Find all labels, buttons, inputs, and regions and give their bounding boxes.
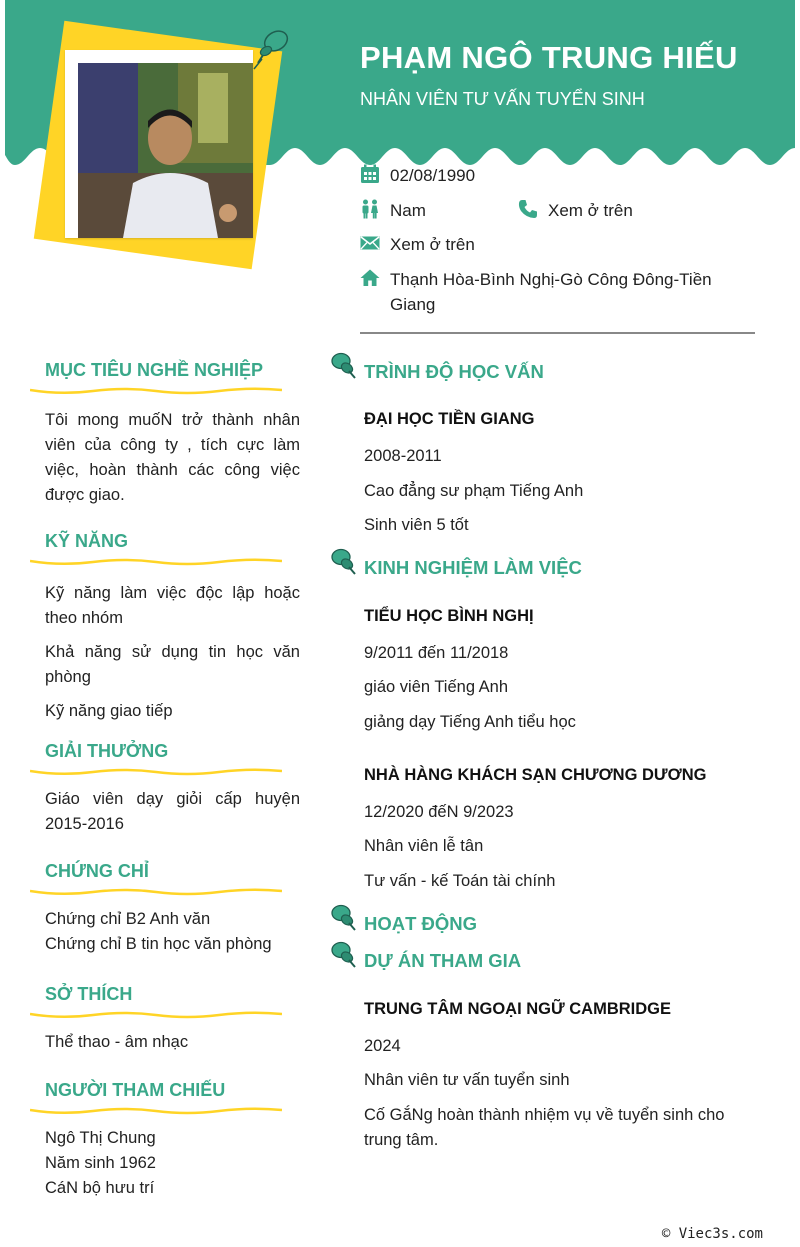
education-period: 2008-2011: [364, 447, 442, 465]
birthday-row: [360, 163, 475, 188]
email-row: [360, 232, 475, 257]
section-underline: [30, 767, 282, 777]
address-row: [360, 267, 755, 317]
email-value: Xem ở trên: [390, 235, 475, 254]
skills-section: [30, 526, 300, 724]
skills-title: KỸ NĂNG: [45, 531, 129, 551]
job-description: giảng dạy Tiếng Anh tiểu học: [364, 713, 576, 731]
job-period: 9/2011 đến 11/2018: [364, 644, 509, 662]
hobbies-text: Thể thao - âm nhạc: [45, 1033, 189, 1051]
section-underline: [30, 557, 282, 567]
section-underline: [30, 1106, 282, 1116]
education-title: TRÌNH ĐỘ HỌC VẤN: [364, 361, 544, 382]
skill-item: Kỹ năng giao tiếp: [45, 702, 173, 720]
left-column: [30, 355, 300, 1201]
calendar-icon: [360, 164, 380, 184]
email-icon: [360, 233, 380, 253]
hobbies-section: [30, 979, 300, 1055]
project-year: 2024: [364, 1037, 401, 1055]
education-note: Sinh viên 5 tốt: [364, 516, 469, 534]
header-divider: [360, 332, 755, 334]
job-place: TIỂU HỌC BÌNH NGHỊ: [364, 607, 534, 625]
objective-title: MỤC TIÊU NGHỀ NGHIỆP: [45, 360, 264, 380]
gender-icon: [360, 199, 380, 219]
activities-title: HOẠT ĐỘNG: [364, 913, 478, 934]
address-value: Thạnh Hòa-Bình Nghị-Gò Công Đông-Tiền Giang: [390, 270, 712, 314]
pushpin-icon: [330, 941, 356, 969]
phone-value: Xem ở trên: [548, 201, 633, 220]
candidate-name: PHẠM NGÔ TRUNG HIẾU: [360, 40, 738, 75]
awards-text: Giáo viên dạy giỏi cấp huyện 2015-2016: [45, 790, 300, 833]
pushpin-icon: [250, 25, 292, 73]
gender-value: Nam: [390, 201, 426, 220]
gender-row: [360, 198, 426, 223]
home-icon: [360, 268, 380, 288]
job-place: NHÀ HÀNG KHÁCH SẠN CHƯƠNG DƯƠNG: [364, 766, 707, 784]
job-period: 12/2020 đếN 9/2023: [364, 803, 514, 821]
certificate-item: Chứng chỉ B tin học văn phòng: [45, 935, 272, 953]
phone-row: [518, 198, 633, 223]
reference-birth-year: Năm sinh 1962: [45, 1154, 156, 1172]
reference-position: CáN bộ hưu trí: [45, 1179, 155, 1197]
profile-photo: [78, 63, 253, 238]
project-place: TRUNG TÂM NGOẠI NGỮ CAMBRIDGE: [364, 1000, 672, 1018]
skill-item: Khả năng sử dụng tin học văn phòng: [45, 643, 300, 686]
experience-title: KINH NGHIỆM LÀM VIỆC: [364, 557, 582, 578]
job-role: Nhân viên lễ tân: [364, 837, 484, 855]
projects-title: DỰ ÁN THAM GIA: [364, 950, 522, 971]
reference-title: NGƯỜI THAM CHIẾU: [45, 1080, 226, 1100]
job-description: Tư vấn - kế Toán tài chính: [364, 872, 556, 890]
education-major: Cao đẳng sư phạm Tiếng Anh: [364, 482, 584, 500]
pushpin-icon: [330, 904, 356, 932]
objective-text: Tôi mong muốN trở thành nhân viên của công ty , tích cực làm việc, hoàn thành các công việc được giao.: [45, 411, 300, 504]
certificate-item: Chứng chỉ B2 Anh văn: [45, 910, 211, 928]
footer-credit: © Viec3s.com: [661, 1226, 763, 1242]
profile-photo-area: [40, 25, 290, 275]
reference-name: Ngô Thị Chung: [45, 1129, 156, 1147]
birthday-value: 02/08/1990: [390, 166, 476, 185]
section-underline: [30, 386, 282, 396]
certificates-title: CHỨNG CHỈ: [45, 861, 149, 881]
job-role: giáo viên Tiếng Anh: [364, 678, 509, 696]
section-underline: [30, 887, 282, 897]
education-school: ĐẠI HỌC TIỀN GIANG: [364, 410, 535, 428]
section-underline: [30, 1010, 282, 1020]
pushpin-icon: [330, 352, 356, 380]
awards-title: GIẢI THƯỞNG: [45, 741, 169, 761]
skill-item: Kỹ năng làm việc độc lập hoặc theo nhóm: [45, 584, 300, 627]
hobbies-title: SỞ THÍCH: [45, 984, 133, 1004]
certificates-section: [30, 856, 300, 957]
project-role: Nhân viên tư vấn tuyển sinh: [364, 1071, 570, 1089]
awards-section: [30, 736, 300, 837]
pushpin-icon: [330, 548, 356, 576]
objective-section: [30, 355, 300, 508]
reference-section: [30, 1075, 300, 1201]
photo-frame: [65, 50, 253, 238]
project-description: Cố GắNg hoàn thành nhiệm vụ về tuyển sinh cho trung tâm.: [364, 1106, 725, 1149]
phone-icon: [518, 199, 538, 219]
candidate-job-title: NHÂN VIÊN TƯ VẤN TUYỂN SINH: [360, 89, 645, 109]
